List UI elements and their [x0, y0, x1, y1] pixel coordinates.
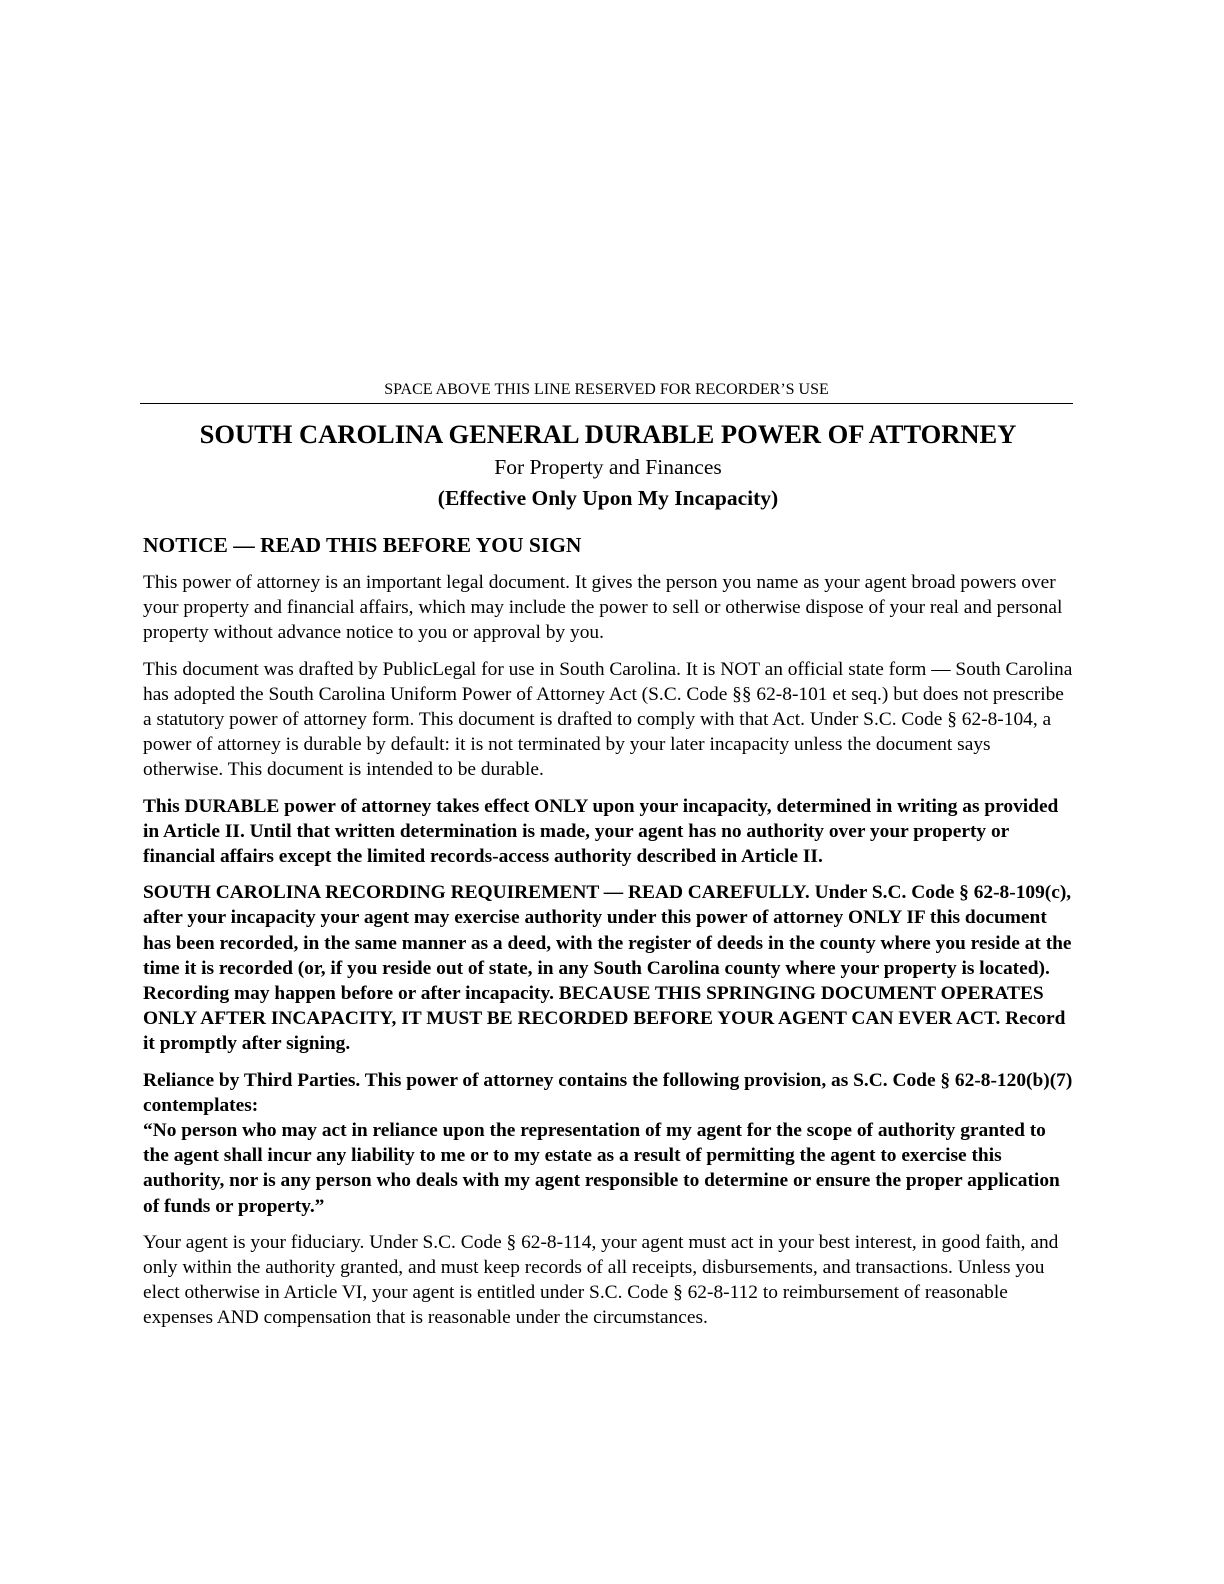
paragraph-durable-effect: This DURABLE power of attorney takes effect ONLY upon your incapacity, determined in writing as provided in Article II. Until that written determination is made, your agent has no authority over your property or financial affairs except the limited records-access authority described in Article II.	[143, 795, 1059, 868]
paragraph-important-document: This power of attorney is an important legal document. It gives the person you name as your agent broad powers over your property and financial affairs, which may include the power to sell or otherwise dispose of your real and personal property without advance notice to you or approval by you.	[143, 572, 1063, 644]
notice-body	[143, 570, 1073, 1342]
document-subtitle: For Property and Finances	[494, 455, 722, 479]
paragraph-fiduciary: Your agent is your fiduciary. Under S.C. Code § 62-8-114, your agent must act in your best interest, in good faith, and only within the authority granted, and must keep records of all receipts, disbursements, and transactions. Unless you elect otherwise in Article VI, your agent is entitled under S.C. Code § 62-8-112 to reimbursement of reasonable expenses AND compensation that is reasonable under the circumstances.	[143, 1231, 1059, 1329]
paragraph-reliance-quote: “No person who may act in reliance upon the representation of my agent for the scope of authority granted to the agent shall incur any liability to me or to my estate as a result of permitting the agent to exercise this authority, nor is any person who deals with my agent responsible to determine or ensure the proper application of funds or property.”	[143, 1120, 1060, 1217]
paragraph-recording-requirement: SOUTH CAROLINA RECORDING REQUIREMENT — READ CAREFULLY. Under S.C. Code § 62-8-109(c), after your incapacity your agent may exercise authority under this power of attorney ONLY IF this document has been recorded, in the same manner as a deed, with the register of deeds in the county where you reside at the time it is recorded (or, if you reside out of state, in any South Carolina county where your property is located). Recording may happen before or after incapacity. BECAUSE THIS SPRINGING DOCUMENT OPERATES ONLY AFTER INCAPACITY, IT MUST BE RECORDED BEFORE YOUR AGENT CAN EVER ACT. Record it promptly after signing.	[143, 882, 1072, 1055]
document-title: SOUTH CAROLINA GENERAL DURABLE POWER OF ATTORNEY	[199, 419, 1017, 449]
notice-heading: NOTICE — READ THIS BEFORE YOU SIGN	[143, 533, 582, 557]
paragraph-drafted-by: This document was drafted by PublicLegal for use in South Carolina. It is NOT an official state form — South Carolina has adopted the South Carolina Uniform Power of Attorney Act (S.C. Code §§ 62-8-101 et seq.) but does not prescribe a statutory power of attorney form. This document is drafted to comply with that Act. Under S.C. Code § 62-8-104, a power of attorney is durable by default: it is not terminated by your later incapacity unless the document says otherwise. This document is intended to be durable.	[143, 658, 1073, 781]
paragraph-reliance-intro: Reliance by Third Parties. This power of attorney contains the following provision, as S.C. Code § 62-8-120(b)(7) contemplates:	[143, 1069, 1073, 1116]
recorder-space-note: SPACE ABOVE THIS LINE RESERVED FOR RECORDER’S USE	[140, 380, 1073, 404]
effective-note: (Effective Only Upon My Incapacity)	[437, 486, 779, 510]
